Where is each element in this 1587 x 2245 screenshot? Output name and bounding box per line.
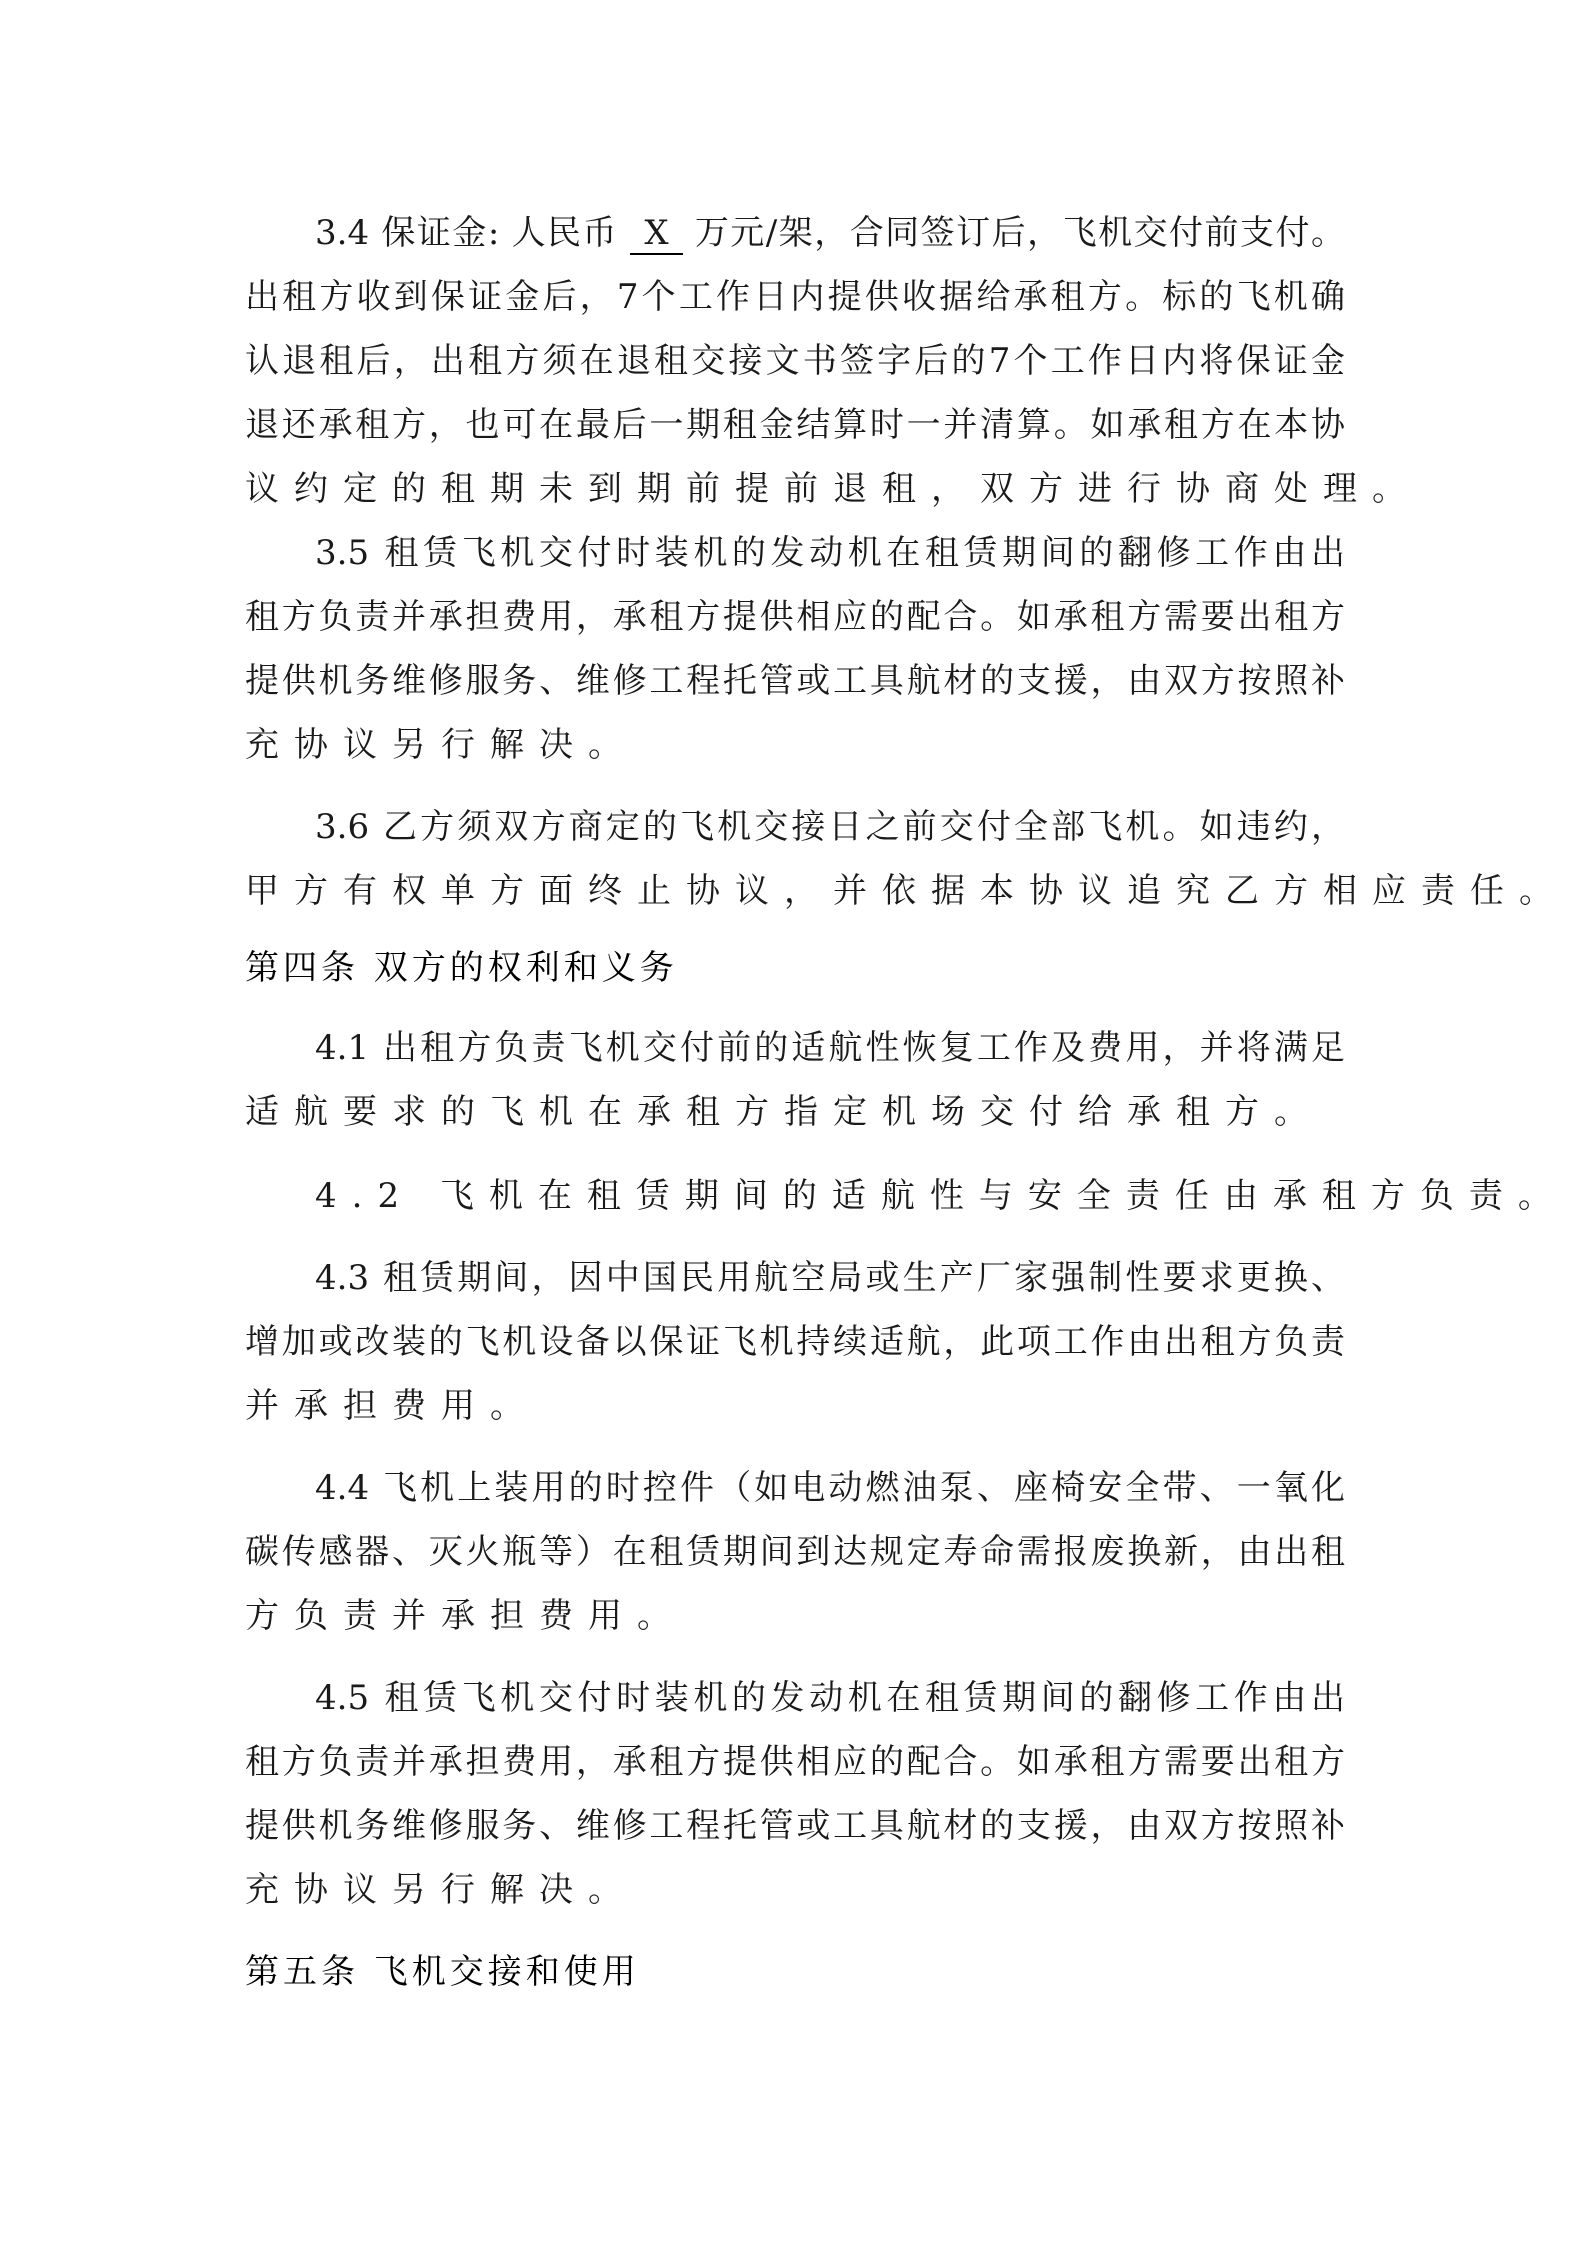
clause-4-3-line-1: 4.3 租赁期间，因中国民用航空局或生产厂家强制性要求更换、 — [315, 1258, 1345, 1298]
clause-3-5-line-3: 提供机务维修服务、维修工程托管或工具航材的支援，由双方按照补 — [245, 661, 1345, 701]
clause-3-4-line-2: 出租方收到保证金后，7个工作日内提供收据给承租方。标的飞机确 — [245, 277, 1345, 317]
clause-3-4-line-4: 退还承租方，也可在最后一期租金结算时一并清算。如承租方在本协 — [245, 405, 1345, 445]
clause-4-4-line-3: 方负责并承担费用。 — [245, 1596, 686, 1636]
clause-4-1-line-2: 适航要求的飞机在承租方指定机场交付给承租方。 — [245, 1092, 1323, 1132]
clause-4-2-line-1: 4.2 飞机在租赁期间的适航性与安全责任由承租方负责。 — [315, 1176, 1567, 1216]
clause-3-6-line-1: 3.6 乙方须双方商定的飞机交接日之前交付全部飞机。如违约， — [315, 807, 1345, 847]
clause-3-4-line-3: 认退租后，出租方须在退租交接文书签字后的7个工作日内将保证金 — [245, 341, 1345, 381]
clause-4-3-line-2: 增加或改装的飞机设备以保证飞机持续适航，此项工作由出租方负责 — [245, 1322, 1345, 1362]
clause-3-5-line-2: 租方负责并承担费用，承租方提供相应的配合。如承租方需要出租方 — [245, 597, 1345, 637]
clause-4-5-line-4: 充协议另行解决。 — [245, 1870, 637, 1910]
clause-3-4-line-5: 议约定的租期未到期前提前退租，双方进行协商处理。 — [245, 469, 1421, 509]
article-5-heading: 第五条 飞机交接和使用 — [245, 1952, 640, 1992]
clause-3-5-line-1: 3.5 租赁飞机交付时装机的发动机在租赁期间的翻修工作由出 — [315, 533, 1345, 573]
clause-3-4-line-1 — [315, 208, 1345, 258]
clause-4-4-line-1: 4.4 飞机上装用的时控件（如电动燃油泵、座椅安全带、一氧化 — [315, 1468, 1345, 1508]
clause-4-5-line-2: 租方负责并承担费用，承租方提供相应的配合。如承租方需要出租方 — [245, 1742, 1345, 1782]
clause-4-4-line-2: 碳传感器、灭火瓶等）在租赁期间到达规定寿命需报废换新，由出租 — [245, 1532, 1345, 1572]
clause-4-5-line-1: 4.5 租赁飞机交付时装机的发动机在租赁期间的翻修工作由出 — [315, 1678, 1345, 1718]
clause-3-4-text-post: 万元/架，合同签订后，飞机交付前支付。 — [682, 213, 1345, 253]
deposit-amount-blank: X — [630, 213, 682, 255]
clause-3-6-line-2: 甲方有权单方面终止协议，并依据本协议追究乙方相应责任。 — [245, 871, 1568, 911]
article-4-heading: 第四条 双方的权利和义务 — [245, 948, 678, 988]
clause-4-1-line-1: 4.1 出租方负责飞机交付前的适航性恢复工作及费用，并将满足 — [315, 1028, 1345, 1068]
clause-3-4-text-pre: 3.4 保证金: 人民币 — [315, 213, 631, 253]
clause-4-5-line-3: 提供机务维修服务、维修工程托管或工具航材的支援，由双方按照补 — [245, 1806, 1345, 1846]
clause-3-5-line-4: 充协议另行解决。 — [245, 725, 637, 765]
clause-4-3-line-3: 并承担费用。 — [245, 1386, 539, 1426]
